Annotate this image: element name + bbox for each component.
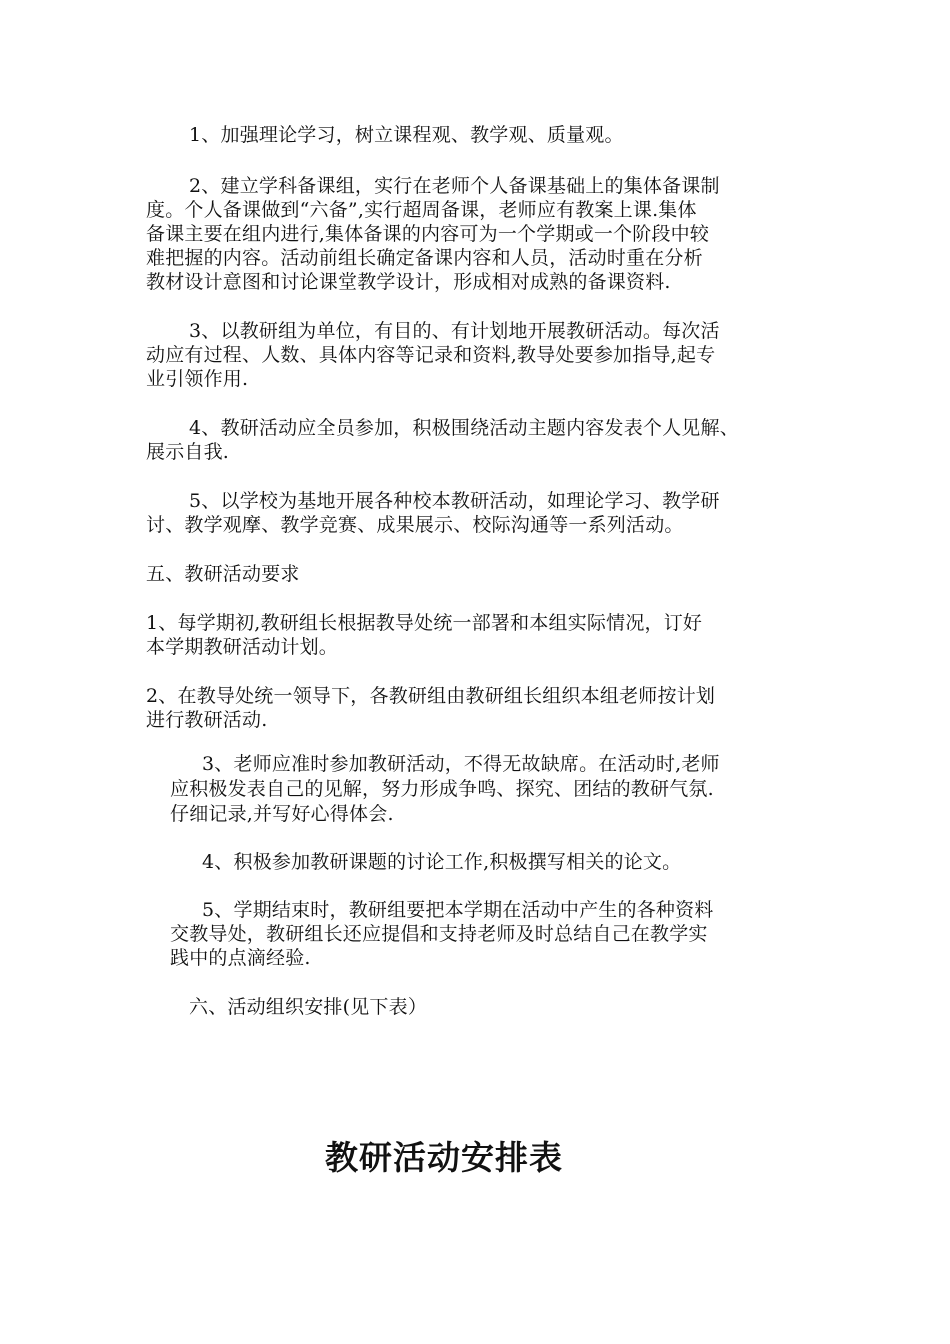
paragraph-4-line-2: 展示自我.	[146, 441, 230, 463]
paragraph-2-line-2: 度。个人备课做到“六备”,实行超周备课，老师应有教案上课.集体	[146, 199, 697, 221]
paragraph-2-line-1: 2、建立学科备课组，实行在老师个人备课基础上的集体备课制	[189, 175, 720, 197]
requirement-5-line-1: 5、学期结束时，教研组要把本学期在活动中产生的各种资料	[202, 899, 714, 921]
paragraph-1-line-1: 1、加强理论学习，树立课程观、教学观、质量观。	[189, 124, 624, 146]
section-heading-arrangement: 六、活动组织安排(见下表）	[189, 996, 428, 1018]
paragraph-2-line-3: 备课主要在组内进行,集体备课的内容可为一个学期或一个阶段中较	[146, 223, 710, 245]
paragraph-4-line-1: 4、教研活动应全员参加，积极围绕活动主题内容发表个人见解、	[189, 417, 739, 439]
requirement-3-line-3: 仔细记录,并写好心得体会.	[170, 803, 394, 825]
paragraph-5-line-2: 讨、教学观摩、教学竞赛、成果展示、校际沟通等一系列活动。	[146, 514, 684, 536]
paragraph-2-line-4: 难把握的内容。活动前组长确定备课内容和人员，活动时重在分析	[146, 247, 703, 269]
requirement-5-line-2: 交教导处，教研组长还应提倡和支持老师及时总结自己在教学实	[170, 923, 708, 945]
table-title: 教研活动安排表	[325, 1138, 563, 1177]
requirement-2-line-2: 进行教研活动.	[146, 709, 268, 731]
paragraph-5-line-1: 5、以学校为基地开展各种校本教研活动，如理论学习、教学研	[189, 490, 720, 512]
requirement-1-line-1: 1、每学期初,教研组长根据教导处统一部署和本组实际情况，订好	[146, 612, 703, 634]
requirement-1-line-2: 本学期教研活动计划。	[146, 636, 339, 658]
paragraph-3-line-3: 业引领作用.	[146, 368, 249, 390]
section-heading-requirements: 五、教研活动要求	[146, 563, 300, 585]
requirement-2-line-1: 2、在教导处统一领导下，各教研组由教研组长组织本组老师按计划	[146, 685, 716, 707]
paragraph-3-line-2: 动应有过程、人数、具体内容等记录和资料,教导处要参加指导,起专	[146, 344, 716, 366]
requirement-3-line-2: 应积极发表自己的见解，努力形成争鸣、探究、团结的教研气氛.	[170, 778, 714, 800]
paragraph-2-line-5: 教材设计意图和讨论课堂教学设计，形成相对成熟的备课资料.	[146, 271, 671, 293]
requirement-5-line-3: 践中的点滴经验.	[170, 947, 311, 969]
requirement-3-line-1: 3、老师应准时参加教研活动，不得无故缺席。在活动时,老师	[202, 753, 720, 775]
requirement-4-line-1: 4、积极参加教研课题的讨论工作,积极撰写相关的论文。	[202, 851, 682, 873]
paragraph-3-line-1: 3、以教研组为单位，有目的、有计划地开展教研活动。每次活	[189, 320, 720, 342]
